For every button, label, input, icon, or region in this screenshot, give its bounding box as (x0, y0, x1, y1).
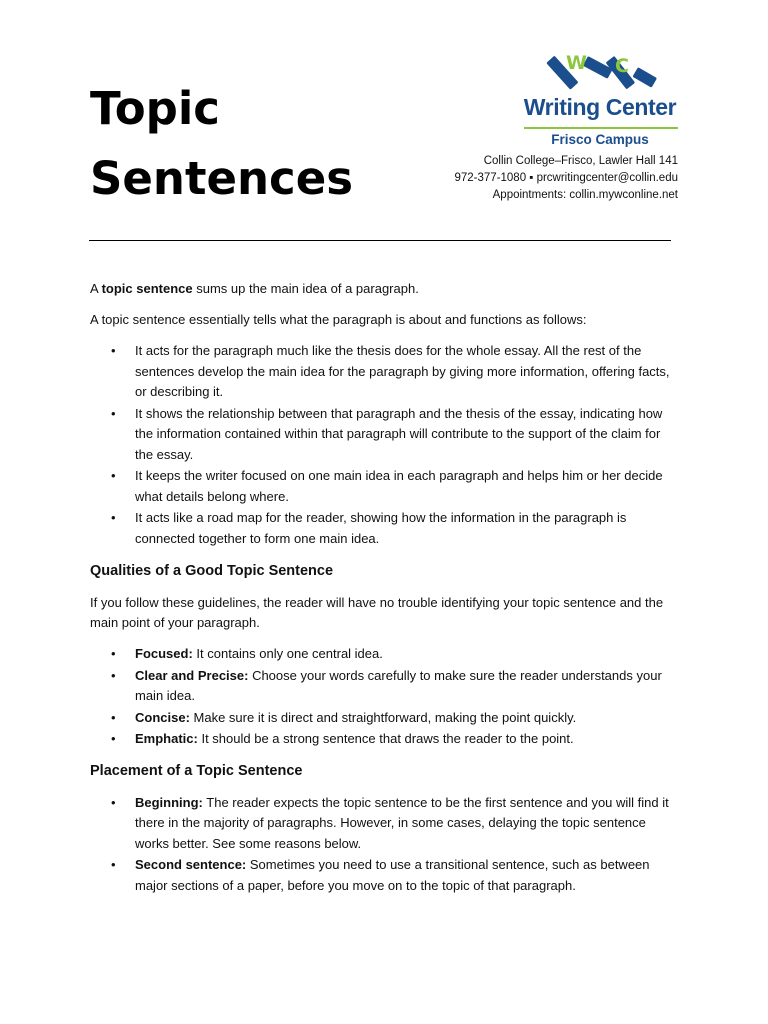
list-item: • It acts for the paragraph much like the thesis does for the whole essay. All the rest of the sentences develop the main idea for the paragraph by giving more information, offering facts, or describing it. (111, 343, 670, 400)
logo-divider (524, 127, 678, 129)
bullet-icon: • (111, 667, 116, 683)
bullet-icon: • (111, 730, 116, 746)
list-item: • Concise: Make sure it is direct and straightforward, making the point quickly. (90, 708, 680, 729)
bullet-icon: • (111, 709, 116, 725)
list-item: • Clear and Precise: Choose your words carefully to make sure the reader understands your main idea. (111, 667, 662, 704)
logo-letter-c: C (615, 55, 629, 77)
header-divider (89, 240, 671, 241)
qualities-list (90, 644, 680, 749)
wc-logo-icon (522, 50, 680, 94)
list-item: • It shows the relationship between that paragraph and the thesis of the essay, indicating how the information contained within that paragraph will contribute to the support of the claim for the essay. (111, 405, 663, 462)
bullet-icon: • (111, 857, 116, 873)
intro-functions: A topic sentence essentially tells what the paragraph is about and functions as follows: (90, 312, 587, 328)
logo-campus: Frisco Campus (551, 132, 649, 147)
logo-letter-w: W (566, 52, 587, 74)
bullet-icon: • (111, 794, 116, 810)
list-item: • Emphatic: It should be a strong sentence that draws the reader to the point. (90, 729, 680, 750)
page-title-line-1: Topic (90, 82, 220, 135)
logo-name: Writing Center (523, 94, 677, 120)
placement-list (90, 793, 680, 897)
placement-heading: Placement of a Topic Sentence (90, 763, 303, 780)
bullet-icon: • (111, 646, 116, 662)
bullet-icon: • (111, 405, 116, 421)
qualities-heading: Qualities of a Good Topic Sentence (90, 563, 334, 580)
topic-sentence-term: topic sentence (101, 281, 193, 296)
list-item: • Focused: It contains only one central idea. (90, 644, 680, 665)
page-title-line-2: Sentences (90, 152, 354, 205)
bullet-icon: • (111, 468, 116, 484)
contact-phone-email: 972-377-1080 ▪ prcwritingcenter@collin.edu (454, 172, 678, 184)
contact-address: Collin College–Frisco, Lawler Hall 141 (483, 155, 678, 167)
functions-list (90, 341, 680, 549)
qualities-intro: If you follow these guidelines, the reader will have no trouble identifying your topic sentence and the main point of your paragraph. (90, 594, 664, 631)
document-body (90, 279, 680, 907)
list-item: • It acts like a road map for the reader, showing how the information in the paragraph is connected together to form one main idea. (111, 510, 627, 546)
bullet-icon: • (111, 510, 116, 526)
writing-center-logo (522, 50, 680, 147)
list-item: • It keeps the writer focused on one main idea in each paragraph and helps him or her decide what details belong where. (111, 468, 663, 504)
contact-info (454, 153, 678, 204)
list-item: • Second sentence: Sometimes you need to use a transitional sentence, such as between major sections of a paper, before you move on to the topic of that paragraph. (111, 857, 650, 893)
list-item: • Beginning: The reader expects the topic sentence to be the first sentence and you will find it there in the majority of paragraphs. However, in some cases, delaying the topic sentence works better. See some reasons below. (111, 794, 669, 851)
contact-appointments: Appointments: collin.mywconline.net (492, 189, 678, 201)
bullet-icon: • (111, 343, 116, 359)
page-title (90, 74, 353, 214)
intro-definition: A topic sentence sums up the main idea of a paragraph. (90, 281, 419, 296)
